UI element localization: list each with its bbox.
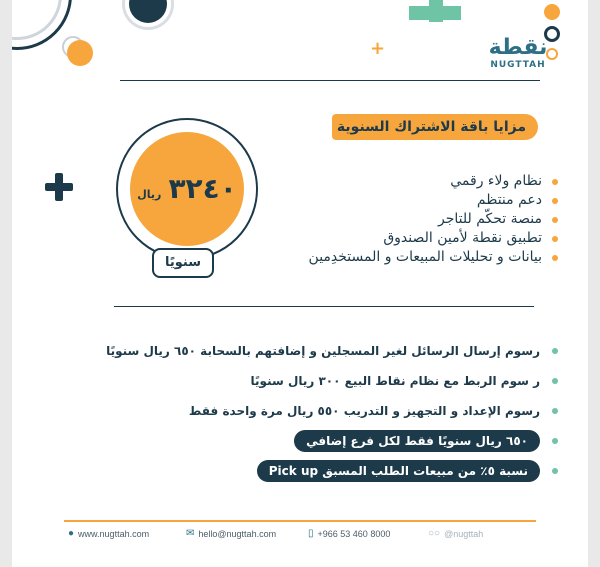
feature-item: نظام ولاء رقمي bbox=[262, 172, 558, 191]
divider bbox=[114, 306, 534, 307]
decor-cross bbox=[409, 6, 461, 20]
price-amount: ٣٢٤٠ bbox=[168, 172, 237, 205]
mail-icon: ✉ bbox=[186, 528, 195, 539]
price-currency: ريال bbox=[137, 188, 162, 201]
plus-icon: + bbox=[370, 38, 386, 59]
feature-item: تطبيق نقطة لأمين الصندوق bbox=[262, 229, 558, 248]
plus-icon bbox=[45, 173, 73, 201]
fees-list bbox=[82, 336, 560, 486]
decor-dot bbox=[67, 40, 93, 66]
section-title: مزايا باقة الاشتراك السنوية bbox=[332, 114, 538, 140]
footer-social[interactable]: ○○ @nugttah bbox=[428, 528, 484, 539]
price bbox=[130, 172, 244, 205]
features-list bbox=[262, 172, 558, 267]
footer bbox=[68, 528, 548, 544]
price-badge bbox=[116, 118, 258, 260]
fee-item-highlight: نسبة ٥٪ من مبيعات الطلب المسبق Pick up bbox=[82, 456, 560, 486]
footer-email[interactable]: ✉ hello@nugttah.com bbox=[186, 528, 277, 539]
feature-item: منصة تحكّم للتاجر bbox=[262, 210, 558, 229]
feature-item: بيانات و تحليلات المبيعات و المستخدِمين bbox=[262, 248, 558, 267]
globe-icon: ● bbox=[68, 528, 75, 539]
fee-item: رسوم الإعداد و التجهيز و التدريب ٥٥٠ ريال مرة واحدة فقط bbox=[82, 396, 560, 426]
logo-english: NUGTTAH bbox=[490, 60, 546, 71]
social-icon: ○○ bbox=[428, 528, 441, 539]
fee-item: ر سوم الربط مع نظام نقاط البيع ٣٠٠ ريال سنويًا bbox=[82, 366, 560, 396]
footer-divider bbox=[64, 520, 536, 522]
footer-website[interactable]: ● www.nugttah.com bbox=[68, 528, 150, 539]
decor-circle bbox=[122, 0, 174, 30]
brand-logo bbox=[478, 36, 558, 70]
feature-item: دعم منتظم bbox=[262, 191, 558, 210]
phone-icon: ▯ bbox=[308, 528, 314, 539]
divider bbox=[120, 80, 540, 81]
fee-item: رسوم إرسال الرسائل لغير المسجلين و إضافتهم بالسحابة ٦٥٠ ريال سنويًا bbox=[82, 336, 560, 366]
footer-phone[interactable]: ▯ +966 53 460 8000 bbox=[308, 528, 391, 539]
brochure-page bbox=[12, 0, 588, 567]
logo-arabic: نقطة bbox=[488, 35, 548, 60]
fee-item-highlight: ٦٥٠ ريال سنويًا فقط لكل فرع إضافي bbox=[82, 426, 560, 456]
price-period: سنويًا bbox=[152, 248, 214, 278]
price-badge-fill bbox=[130, 132, 244, 246]
